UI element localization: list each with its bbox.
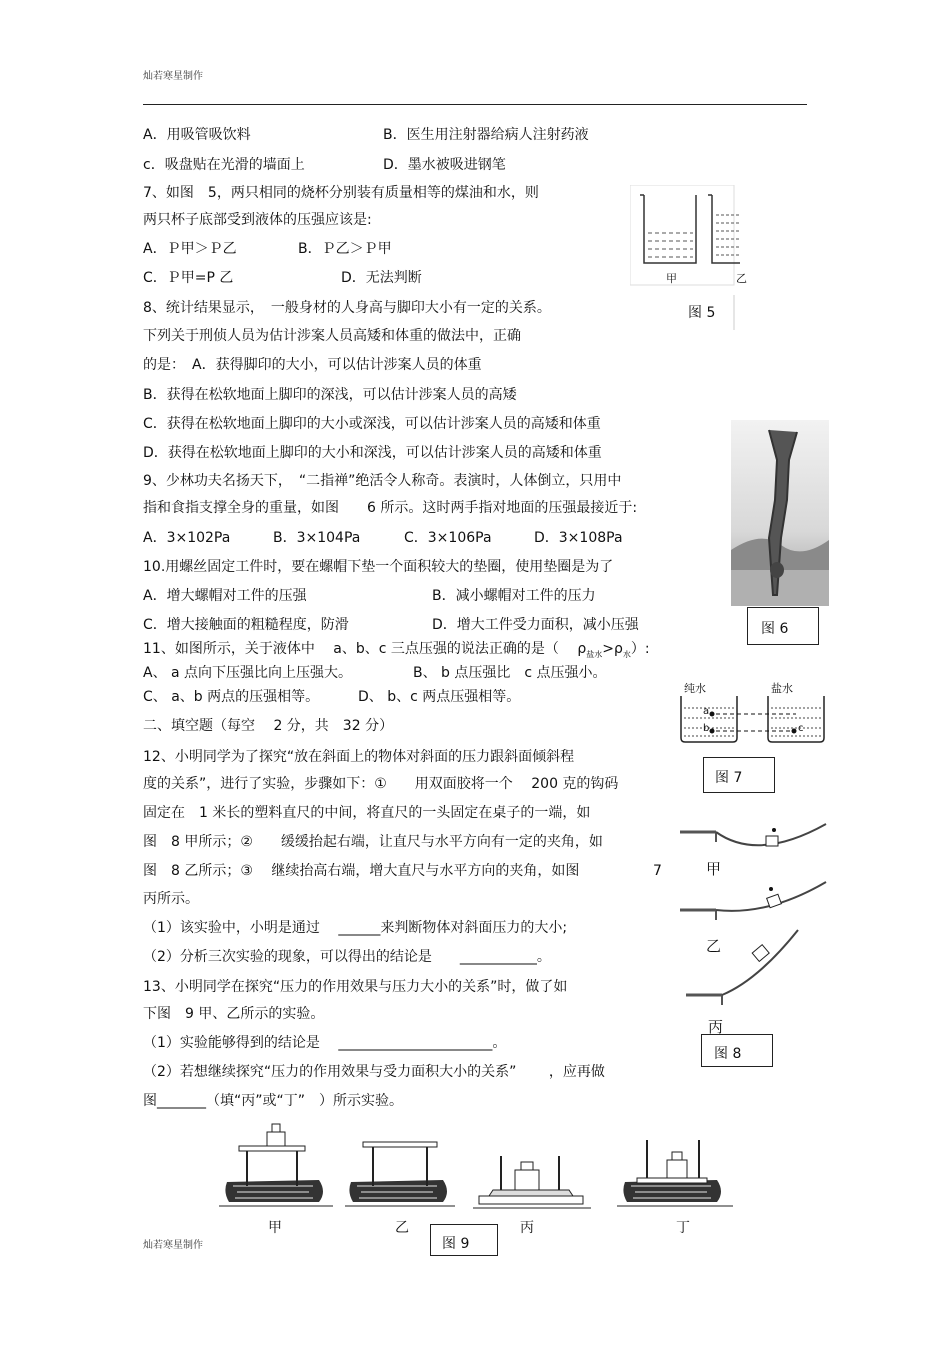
- q7-option-a: A．Ｐ甲＞Ｐ乙: [143, 241, 237, 257]
- q12-part-2: （2）分析三次实验的现象，可以得出的结论是 ___________。: [143, 949, 551, 965]
- figure-6-photo: [731, 420, 829, 606]
- figure-9-ding-drawing: [617, 1140, 733, 1206]
- figure-7-point-c: c: [798, 723, 804, 734]
- figure-8-label-jia: 甲: [706, 860, 722, 878]
- figure-5-beakers: [630, 185, 740, 333]
- page-header: 灿若寒星制作: [143, 71, 203, 82]
- q11-stem-mid: >ρ: [602, 641, 623, 657]
- option-a-q6: A．用吸管吸饮料: [143, 127, 251, 143]
- q8-stem-3: 的是： A．获得脚印的大小，可以估计涉案人员的体重: [143, 357, 482, 373]
- q10-stem: 10.用螺丝固定工件时，要在螺帽下垫一个面积较大的垫圈，使用垫圈是为了: [143, 559, 614, 575]
- q7-option-b: B．Ｐ乙＞Ｐ甲: [298, 241, 392, 257]
- figure-7-caption: 图 7: [715, 770, 743, 786]
- q13-part-3: 图_______（填“丙”或“丁” ）所示实验。: [143, 1093, 404, 1109]
- q10-option-a: A．增大螺帽对工件的压强: [143, 588, 307, 604]
- q8-stem-2: 下列关于刑侦人员为估计涉案人员高矮和体重的做法中，正确: [143, 328, 521, 344]
- figure-7-point-b: b: [703, 723, 710, 734]
- figure-9-yi-drawing: [345, 1142, 455, 1206]
- q12-line-1: 12、小明同学为了探究“放在斜面上的物体对斜面的压力跟斜面倾斜程: [143, 749, 575, 765]
- q13-part-1: （1）实验能够得到的结论是 ______________________。: [143, 1035, 507, 1051]
- section-2-title: 二、填空题（每空 2 分，共 32 分）: [143, 718, 394, 734]
- figure-8-label-yi: 乙: [706, 937, 722, 955]
- q8-option-b: B．获得在松软地面上脚印的深浅，可以估计涉案人员的高矮: [143, 387, 517, 403]
- figure-5-label-left: 甲: [666, 272, 677, 285]
- figure-9-jia-drawing: [219, 1124, 333, 1206]
- header-rule: [143, 104, 807, 105]
- figure-9-label-ding: 丁: [676, 1220, 690, 1236]
- figure-7-label-salt-water: 盐水: [771, 682, 793, 695]
- q10-option-c: C．增大接触面的粗糙程度，防滑: [143, 617, 349, 633]
- option-d-q6: D．墨水被吸进钢笔: [383, 157, 506, 173]
- q9-option-a: A．3×102Pa: [143, 530, 231, 546]
- q11-sub-water: 水: [622, 649, 631, 659]
- q10-option-d: D．增大工件受力面积，减小压强: [432, 617, 639, 633]
- q9-option-c: C．3×106Pa: [404, 530, 492, 546]
- q7-stem-1: 7、如图 5，两只相同的烧杯分别装有质量相等的煤油和水，则: [143, 185, 539, 201]
- figure-8-label-bing: 丙: [708, 1018, 724, 1036]
- q12-line-4: 图 8 甲所示；② 缓缓抬起右端，让直尺与水平方向有一定的夹角，如: [143, 834, 603, 850]
- figure-9-caption: 图 9: [442, 1236, 470, 1252]
- q8-option-c: C．获得在松软地面上脚印的大小或深浅，可以估计涉案人员的高矮和体重: [143, 416, 601, 432]
- q7-stem-2: 两只杯子底部受到液体的压强应该是:: [143, 212, 372, 228]
- q12-line-3: 固定在 1 米长的塑料直尺的中间，将直尺的一头固定在桌子的一端，如: [143, 805, 591, 821]
- figure-5-caption: 图 5: [688, 305, 716, 321]
- figure-7-point-a: a: [703, 706, 710, 717]
- q11-stem-end: ）:: [630, 641, 650, 657]
- q11-option-d: D、 b、c 两点压强相等。: [358, 689, 521, 705]
- option-b-q6: B．医生用注射器给病人注射药液: [383, 127, 589, 143]
- page-footer: 灿若寒星制作: [143, 1240, 203, 1251]
- figure-8-rulers: [678, 820, 828, 1020]
- q11-sub-saltwater: 盐水: [586, 649, 603, 659]
- figure-7-label-pure-water: 纯水: [684, 682, 706, 695]
- q13-line-2: 下图 9 甲、乙所示的实验。: [143, 1006, 325, 1022]
- figure-9-label-bing: 丙: [520, 1220, 534, 1236]
- figure-8-caption: 图 8: [714, 1046, 742, 1062]
- q12-line-2: 度的关系”，进行了实验，步骤如下：① 用双面胶将一个 200 克的钩码: [143, 776, 619, 792]
- q8-option-d: D．获得在松软地面上脚印的大小和深浅，可以估计涉案人员的高矮和体重: [143, 445, 602, 461]
- figure-9-experiments: [215, 1120, 740, 1225]
- figure-5-label-right: 乙: [736, 272, 747, 285]
- q13-part-2: （2）若想继续探究“压力的作用效果与受力面积大小的关系” ，应再做: [143, 1064, 605, 1080]
- q9-stem-2: 指和食指支撑全身的重量，如图 6 所示。这时两手指对地面的压强最接近于:: [143, 500, 638, 516]
- figure-9-label-yi: 乙: [395, 1220, 409, 1236]
- q13-line-1: 13、小明同学在探究“压力的作用效果与压力大小的关系”时，做了如: [143, 979, 568, 995]
- q11-option-b: B、 b 点压强比 c 点压强小。: [413, 665, 607, 681]
- q12-part-1: （1）该实验中，小明是通过 ______来判断物体对斜面压力的大小;: [143, 920, 568, 936]
- q11-stem-text: 11、如图所示，关于液体中 a、b、c 三点压强的说法正确的是（ ρ: [143, 641, 587, 657]
- q7-option-c: C．Ｐ甲=P 乙: [143, 270, 234, 286]
- figure-9-bing-drawing: [473, 1156, 591, 1208]
- q12-line-5-figure-number: 7: [653, 863, 662, 879]
- q12-line-6: 丙所示。: [143, 891, 199, 907]
- q12-line-5: 图 8 乙所示；③ 继续抬高右端，增大直尺与水平方向的夹角，如图: [143, 863, 580, 879]
- q11-option-c: C、 a、b 两点的压强相等。: [143, 689, 320, 705]
- q11-option-a: A、 a 点向下压强比向上压强大。: [143, 665, 353, 681]
- q8-stem-1: 8、统计结果显示， 一般身材的人身高与脚印大小有一定的关系。: [143, 300, 551, 316]
- q10-option-b: B．减小螺帽对工件的压力: [432, 588, 596, 604]
- figure-9-label-jia: 甲: [268, 1220, 282, 1236]
- q11-stem: [143, 640, 650, 664]
- q9-option-b: B．3×104Pa: [273, 530, 361, 546]
- q9-option-d: D．3×108Pa: [534, 530, 623, 546]
- q7-option-d: D．无法判断: [341, 270, 422, 286]
- q9-stem-1: 9、少林功夫名扬天下， “二指禅”绝活令人称奇。表演时，人体倒立，只用中: [143, 473, 622, 489]
- figure-6-caption: 图 6: [761, 621, 789, 637]
- option-c-q6: c．吸盘贴在光滑的墙面上: [143, 157, 305, 173]
